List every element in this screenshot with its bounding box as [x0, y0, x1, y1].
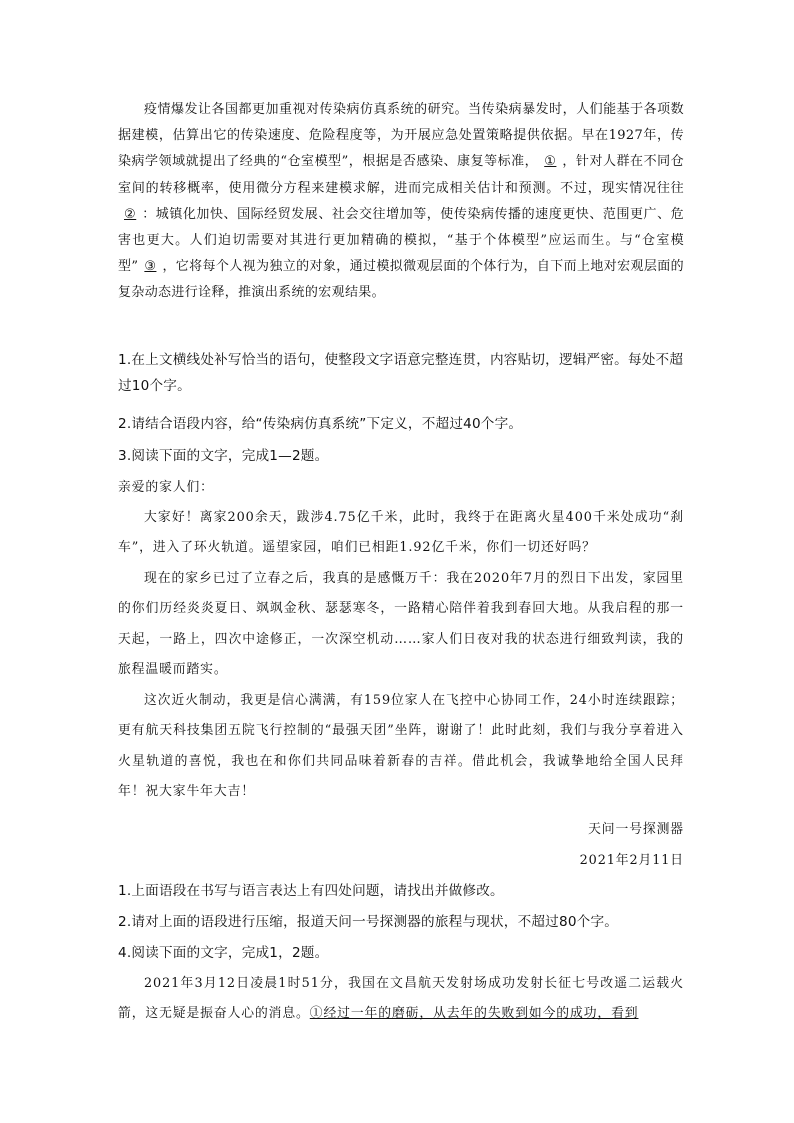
letter-greeting: 亲爱的家人们：	[118, 480, 214, 495]
question-2-1: 1.在上文横线处补写恰当的语句，使整段文字语意完整连贯，内容贴切，逻辑严密。每处不超过10个字。	[118, 352, 684, 394]
question-3-2: 2.请对上面的语段进行压缩，报道天问一号探测器的旅程与现状，不超过80个字。	[118, 914, 619, 930]
passage-1-text-b: ，针对人群在不同仓室间的转移概率，使用微分方程来建模求解，进而完成相关估计和预测。不过，现实情况往往	[118, 154, 684, 196]
question-4-heading: 4.阅读下面的文字，完成1，2题。	[118, 945, 329, 961]
passage-4	[118, 969, 684, 1030]
letter-paragraph-1: 大家好！离家200余天，跋涉4.75亿千米，此时，我终于在距离火星400千米处成功“刹车”，进入了环火轨道。遥望家园，咱们已相距1.92亿千米，你们一切还好吗？	[118, 510, 684, 556]
blank-3: ③	[144, 259, 157, 275]
letter-signature: 天问一号探测器	[588, 822, 684, 837]
blank-2: ②	[124, 206, 137, 222]
question-3-1: 1.上面语段在书写与语言表达上有四处问题，请找出并做修改。	[118, 883, 504, 899]
passage-4-intro: 2021年3月12日凌晨1时51分，我国在文昌航天发射场成功发射长征七号改遥二运载火箭，这无疑是振奋人心的消息。	[118, 976, 684, 1022]
blank-1: ①	[544, 154, 557, 170]
letter-paragraph-2: 现在的家乡已过了立春之后，我真的是感慨万千：我在2020年7月的烈日下出发，家园里的你们历经炎炎夏日、飒飒金秋、瑟瑟寒冬，一路精心陪伴着我到春回大地。从我启程的那一天起，一路上，四次中途修正，一次深空机动……家人们日夜对我的状态进行细致判读，我的旅程温暖而踏实。	[118, 571, 684, 678]
question-3-heading: 3.阅读下面的文字，完成1—2题。	[118, 448, 329, 464]
passage-1-text-d: ，它将每个人视为独立的对象，通过模拟微观层面的个体行为，自下而上地对宏观层面的复杂动态进行诠释，推演出系统的宏观结果。	[118, 259, 684, 301]
letter-paragraph-3: 这次近火制动，我更是信心满满，有159位家人在飞控中心协同工作，24小时连续跟踪；更有航天科技集团五院飞行控制的“最强天团”坐阵，谢谢了！此时此刻，我们与我分享着进入火星轨道的喜悦，我也在和你们共同品味着新春的吉祥。借此机会，我诚挚地给全国人民拜年！祝大家牛年大吉！	[118, 693, 684, 800]
letter-date: 2021年2月11日	[579, 853, 684, 868]
passage-1-text-c: ：城镇化加快、国际经贸发展、社会交往增加等，使传染病传播的速度更快、范围更广、危害也更大。人们迫切需要对其进行更加精确的模拟，“基于个体模型”应运而生。与“仓室模型”	[118, 206, 684, 275]
passage-1-text-a: 疫情爆发让各国都更加重视对传染病仿真系统的研究。当传染病暴发时，人们能基于各项数据建模，估算出它的传染速度、危险程度等，为开展应急处置策略提供依据。早在1927年，传染病学领域就提出了经典的“仓室模型”，根据是否感染、康复等标准，	[118, 102, 684, 170]
passage-4-underlined-sentence: ①经过一年的磨砺，从去年的失败到如今的成功，看到	[309, 1006, 639, 1022]
question-2-2: 2.请结合语段内容，给“传染病仿真系统”下定义，不超过40个字。	[118, 416, 523, 432]
passage-1	[118, 97, 684, 307]
